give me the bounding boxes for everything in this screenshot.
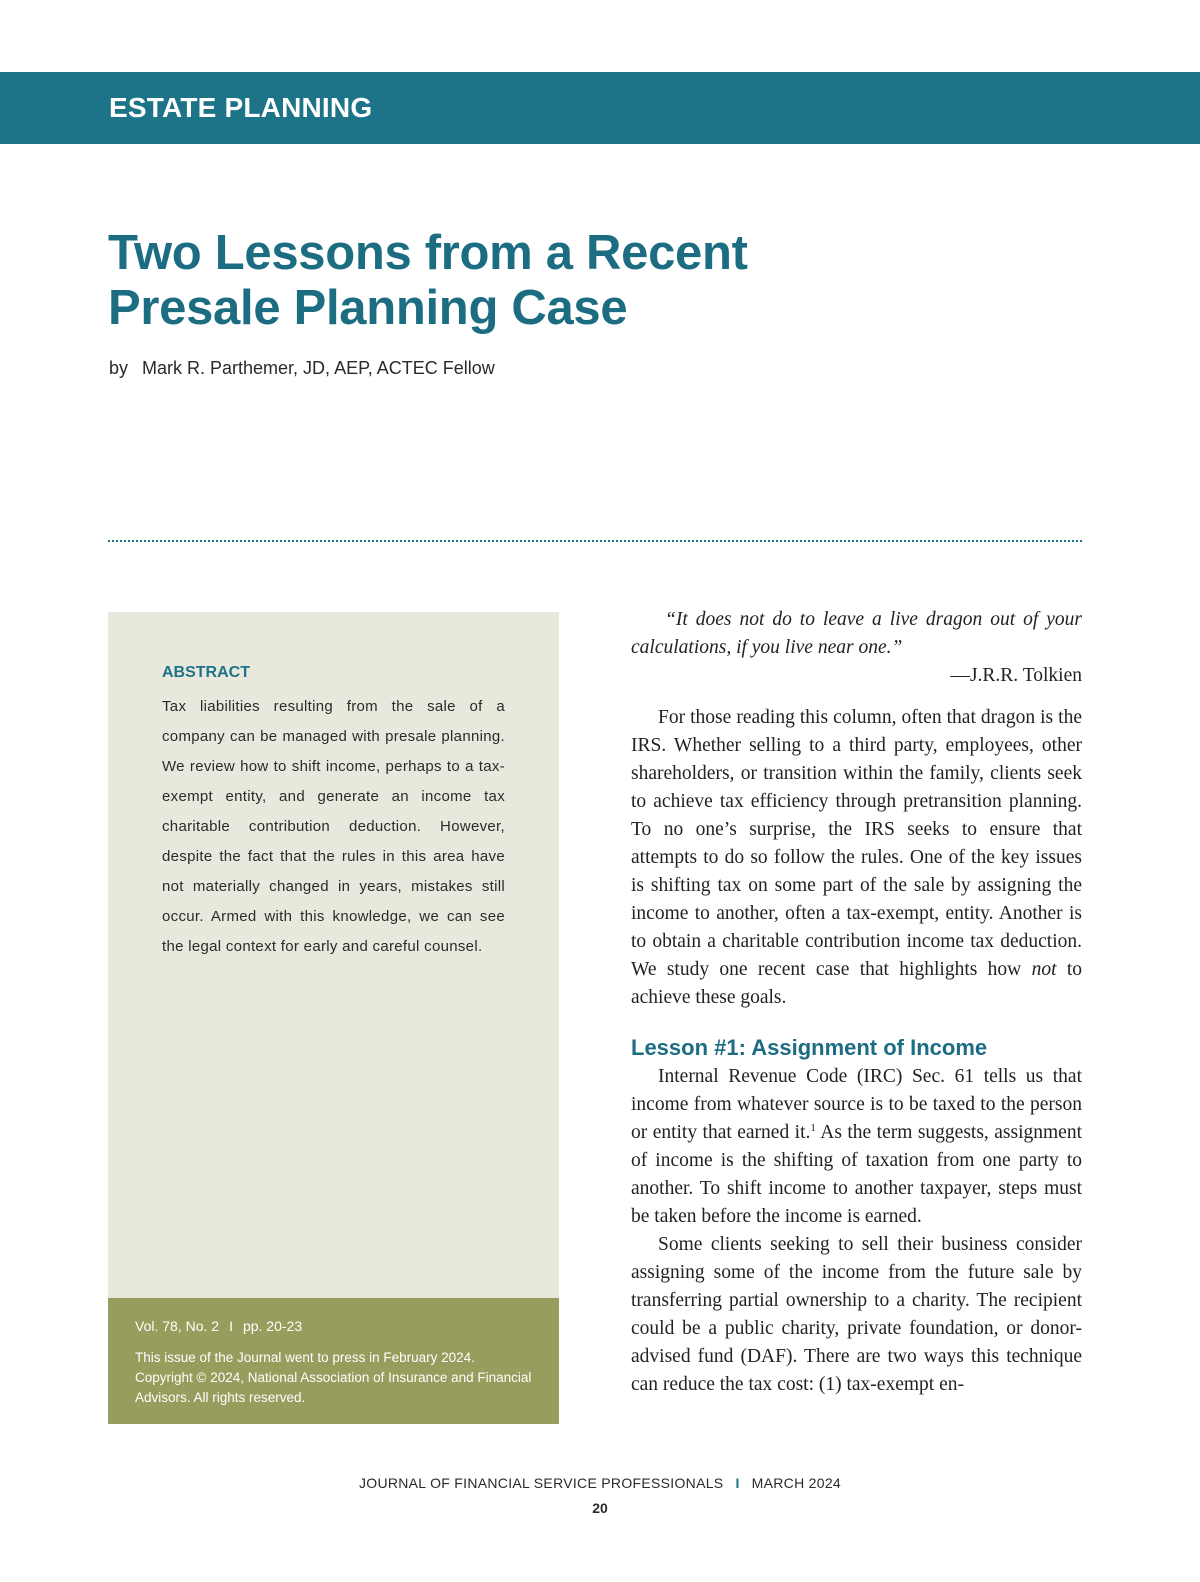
abstract-panel bbox=[108, 612, 559, 1298]
press-note: This issue of the Journal went to press in February 2024. Copyright © 2024, National Association of Insurance and Financial Advisors. All rights reserved. bbox=[135, 1350, 532, 1405]
abstract-text: Tax liabilities resulting from the sale of a company can be managed with presale planning. We review how to shift income, perhaps to a tax-exempt entity, and generate an income tax charitable contribution deduction. However, despite the fact that the rules in this area have not materially changed in years, mistakes still occur. Armed with this knowledge, we can see the legal context for early and careful counsel. bbox=[162, 698, 505, 955]
title-line-2: Presale Planning Case bbox=[108, 281, 628, 335]
volume-number: Vol. 78, No. 2 bbox=[135, 1318, 220, 1334]
volume-line bbox=[135, 1318, 302, 1334]
article-body bbox=[631, 606, 1082, 1399]
issue-date: MARCH 2024 bbox=[751, 1475, 842, 1491]
emphasis-not: not bbox=[1031, 959, 1057, 980]
page-number: 20 bbox=[592, 1500, 608, 1516]
author-name: Mark R. Parthemer, JD, AEP, ACTEC Fellow bbox=[142, 358, 495, 378]
footnote-marker: 1 bbox=[810, 1122, 816, 1134]
journal-footer bbox=[0, 1475, 1200, 1491]
title-line-1: Two Lessons from a Recent bbox=[108, 226, 748, 280]
dotted-divider bbox=[108, 540, 1082, 542]
page-range: pp. 20-23 bbox=[242, 1318, 303, 1334]
epigraph-attribution: —J.R.R. Tolkien bbox=[950, 665, 1082, 686]
lesson-1-paragraph-1: Internal Revenue Code (IRC) Sec. 61 tells us that income from whatever source is to be taxed to the person or entity that earned it.$^1$ As the term suggests, assignment of income is the shifting of taxation from one party to another. To shift income to another taxpayer, steps must be taken before the income is earned. bbox=[631, 1066, 1082, 1227]
article-title bbox=[108, 226, 868, 336]
byline-prefix: by bbox=[109, 358, 129, 378]
issue-info-panel bbox=[108, 1298, 559, 1424]
journal-name: JOURNAL OF FINANCIAL SERVICE PROFESSIONALS bbox=[358, 1475, 724, 1491]
lesson-1-heading: Lesson #1: Assignment of Income bbox=[631, 1035, 988, 1060]
byline bbox=[109, 358, 495, 379]
section-label: ESTATE PLANNING bbox=[109, 92, 373, 123]
epigraph-quote: “It does not do to leave a live dragon out of your calculations, if you live near one.” bbox=[631, 609, 1082, 658]
volume-separator: I bbox=[229, 1318, 233, 1334]
intro-paragraph: For those reading this column, often that dragon is the IRS. Whether selling to a third party, employees, other shareholders, or transition within the family, clients seek to achieve tax efficiency through pretransition planning. To no one’s surprise, the IRS seeks to ensure that attempts to do so follow the rules. One of the key issues is shifting tax on some part of the sale by assigning the income to another, often a tax-exempt, entity. Another is to obtain a charitable contribution income tax deduction. We study one recent case that highlights how not to achieve these goals. bbox=[631, 707, 1083, 1008]
footer-separator: I bbox=[735, 1475, 740, 1491]
lesson-1-paragraph-2: Some clients seeking to sell their business consider assigning some of the income from the future sale by transferring partial ownership to a charity. The recipient could be a public charity, private foundation, or donor-advised fund (DAF). There are two ways this technique can reduce the tax cost: (1) tax-exempt en- bbox=[631, 1234, 1082, 1395]
abstract-heading: ABSTRACT bbox=[162, 664, 250, 681]
